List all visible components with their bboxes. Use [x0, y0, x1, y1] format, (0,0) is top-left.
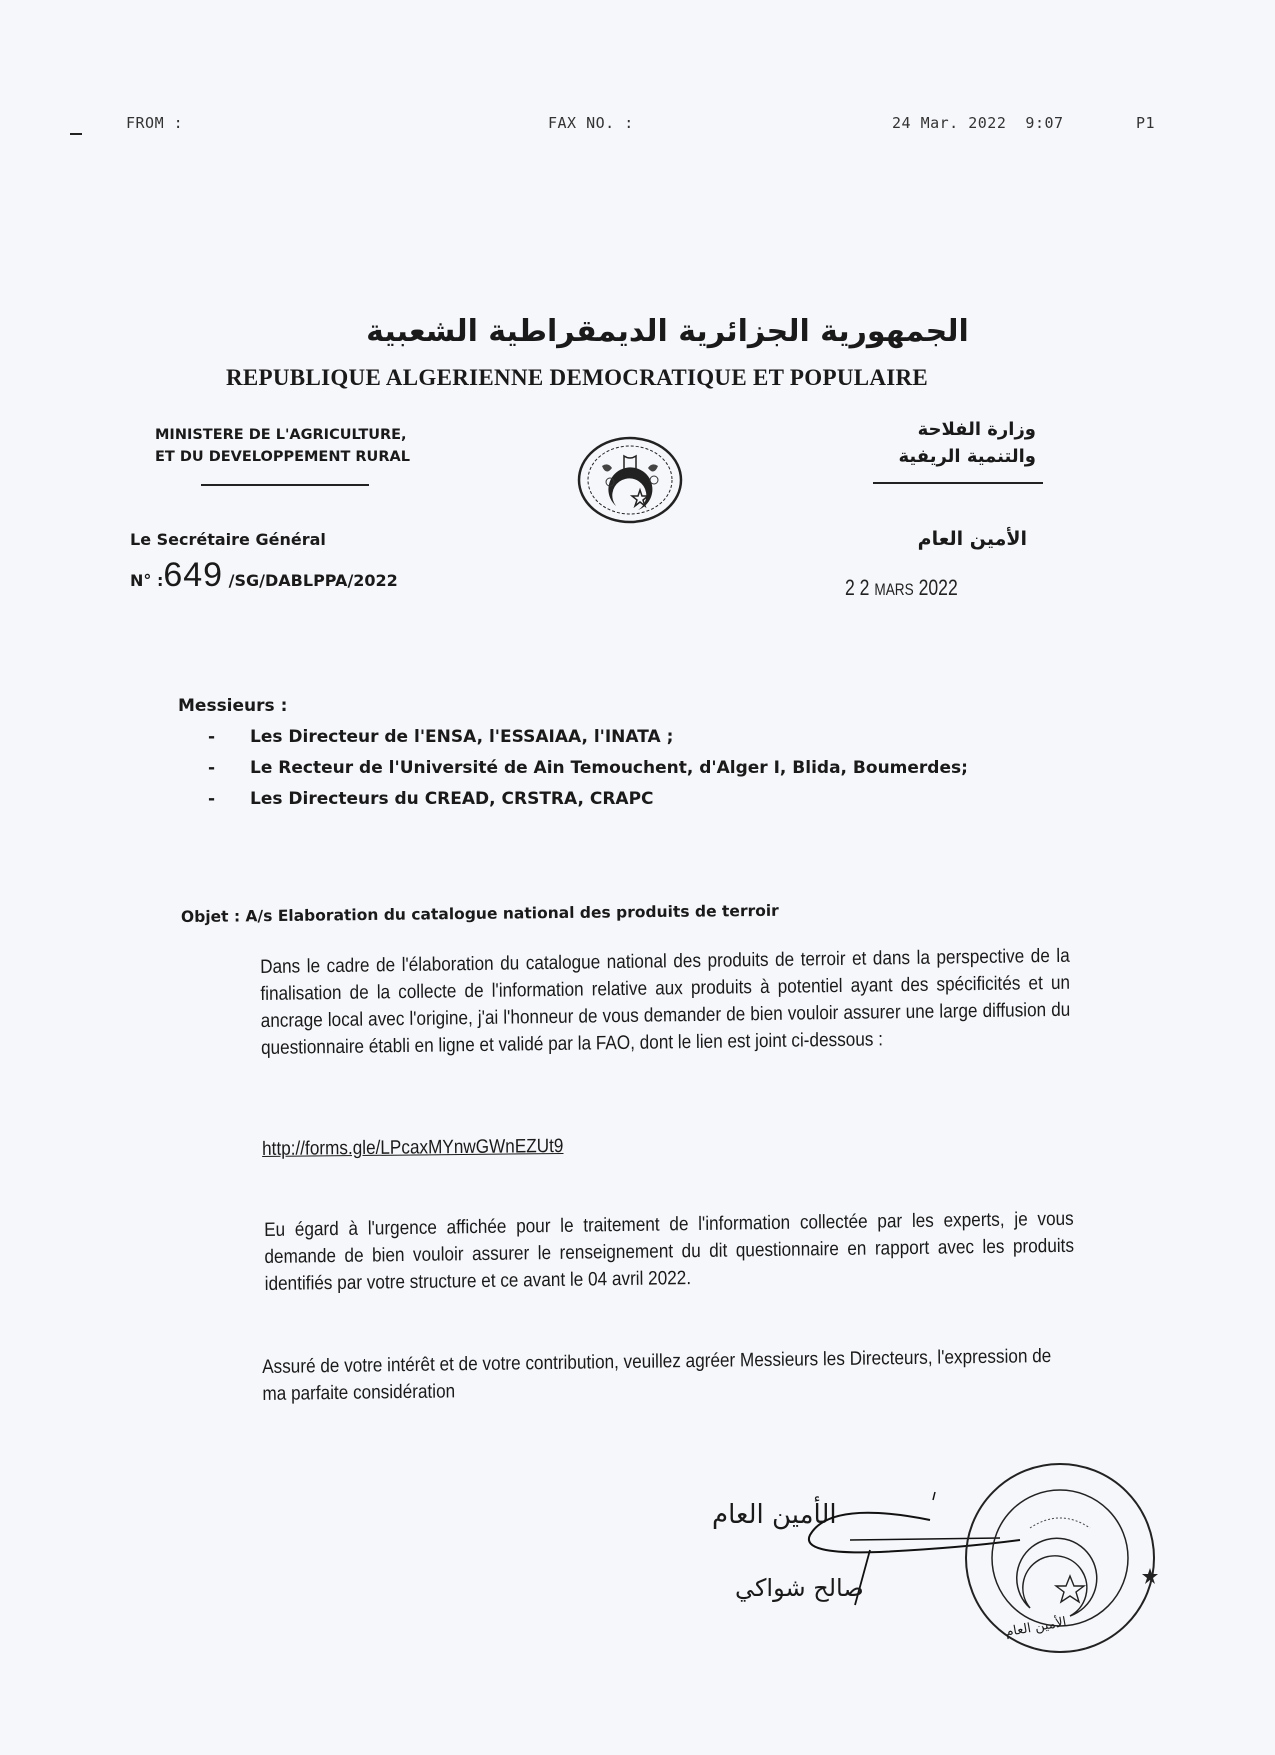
- ref-prefix: N° :: [130, 571, 164, 590]
- addressee-item: - Le Recteur de l'Université de Ain Temouchent, d'Alger I, Blida, Boumerdes;: [208, 753, 990, 784]
- sender-title-french: Le Secrétaire Général: [130, 530, 326, 549]
- reference-number: [130, 556, 398, 595]
- date-year: 2022: [918, 575, 958, 600]
- signature-title-arabic: الأمين العام: [712, 1500, 837, 1530]
- ministry-ar-line2: والتنمية الريفية: [898, 446, 1036, 467]
- fax-number-label: FAX NO. :: [548, 114, 634, 132]
- questionnaire-link[interactable]: http://forms.gle/LPcaxMYnwGWnEZUt9: [262, 1135, 564, 1160]
- ministry-name-arabic: [898, 416, 1036, 470]
- letter-date: [845, 575, 958, 601]
- republic-title-french: REPUBLIQUE ALGERIENNE DEMOCRATIQUE ET POPULAIRE: [226, 365, 929, 390]
- fax-page: P1: [1136, 114, 1156, 132]
- ministry-name-french: [155, 424, 410, 468]
- fax-mark: [70, 133, 82, 135]
- addressee-item: - Les Directeurs du CREAD, CRSTRA, CRAPC: [208, 784, 1008, 815]
- ref-suffix: /SG/DABLPPA/2022: [228, 571, 398, 590]
- fax-datetime: 24 Mar. 2022 9:07: [892, 114, 1064, 132]
- algeria-emblem-icon: [576, 436, 684, 524]
- ministry-fr-line2: ET DU DEVELOPPEMENT RURAL: [155, 449, 410, 465]
- body-paragraph-2: Eu égard à l'urgence affichée pour le traitement de l'information collectée par les experts, je vous demande de bien vouloir assurer le renseignement du dit questionnaire en rapport avec les produits identifiés par votre structure et ce avant le 04 avril 2022.: [264, 1207, 1075, 1295]
- date-day: 2 2: [845, 575, 870, 600]
- salutation: Messieurs :: [178, 696, 288, 716]
- body-paragraph-1: Dans le cadre de l'élaboration du catalogue national des produits de terroir et dans la perspective de la finalisation de la collecte de l'information relative aux produits à potentiel ayant des spécificités et un ancrage local avec l'origine, j'ai l'honneur de vous demander de bien vouloir assurer une large diffusion du questionnaire établi en ligne et validé par la FAO, dont le lien est joint ci-dessous :: [260, 944, 1071, 1059]
- date-month: MARS: [874, 580, 914, 599]
- ministry-ar-line1: وزارة الفلاحة: [917, 419, 1036, 440]
- ministry-fr-underline: [201, 484, 369, 486]
- body-paragraph-3: Assuré de votre intérêt et de votre contribution, veuillez agréer Messieurs les Directeurs, l'expression de ma parfaite considération: [262, 1345, 1052, 1405]
- addressee-item: - Les Directeur de l'ENSA, l'ESSAIAA, l'INATA ;: [208, 722, 1008, 753]
- stamp-bottom-text: الأمين العام: [1004, 1614, 1068, 1641]
- fax-from-label: FROM :: [126, 114, 184, 132]
- ministry-fr-line1: MINISTERE DE L'AGRICULTURE,: [155, 427, 407, 443]
- addressees: [178, 691, 1008, 815]
- ministry-ar-underline: [873, 482, 1043, 484]
- republic-title-arabic: الجمهورية الجزائرية الديمقراطية الشعبية: [366, 314, 969, 349]
- ref-number-handwritten: 649: [163, 556, 224, 594]
- signatory-name-arabic: صالح شواكي: [735, 1574, 864, 1602]
- letter-subject: Objet : A/s Elaboration du catalogue national des produits de terroir: [180, 901, 779, 926]
- sender-title-arabic: الأمين العام: [917, 528, 1027, 550]
